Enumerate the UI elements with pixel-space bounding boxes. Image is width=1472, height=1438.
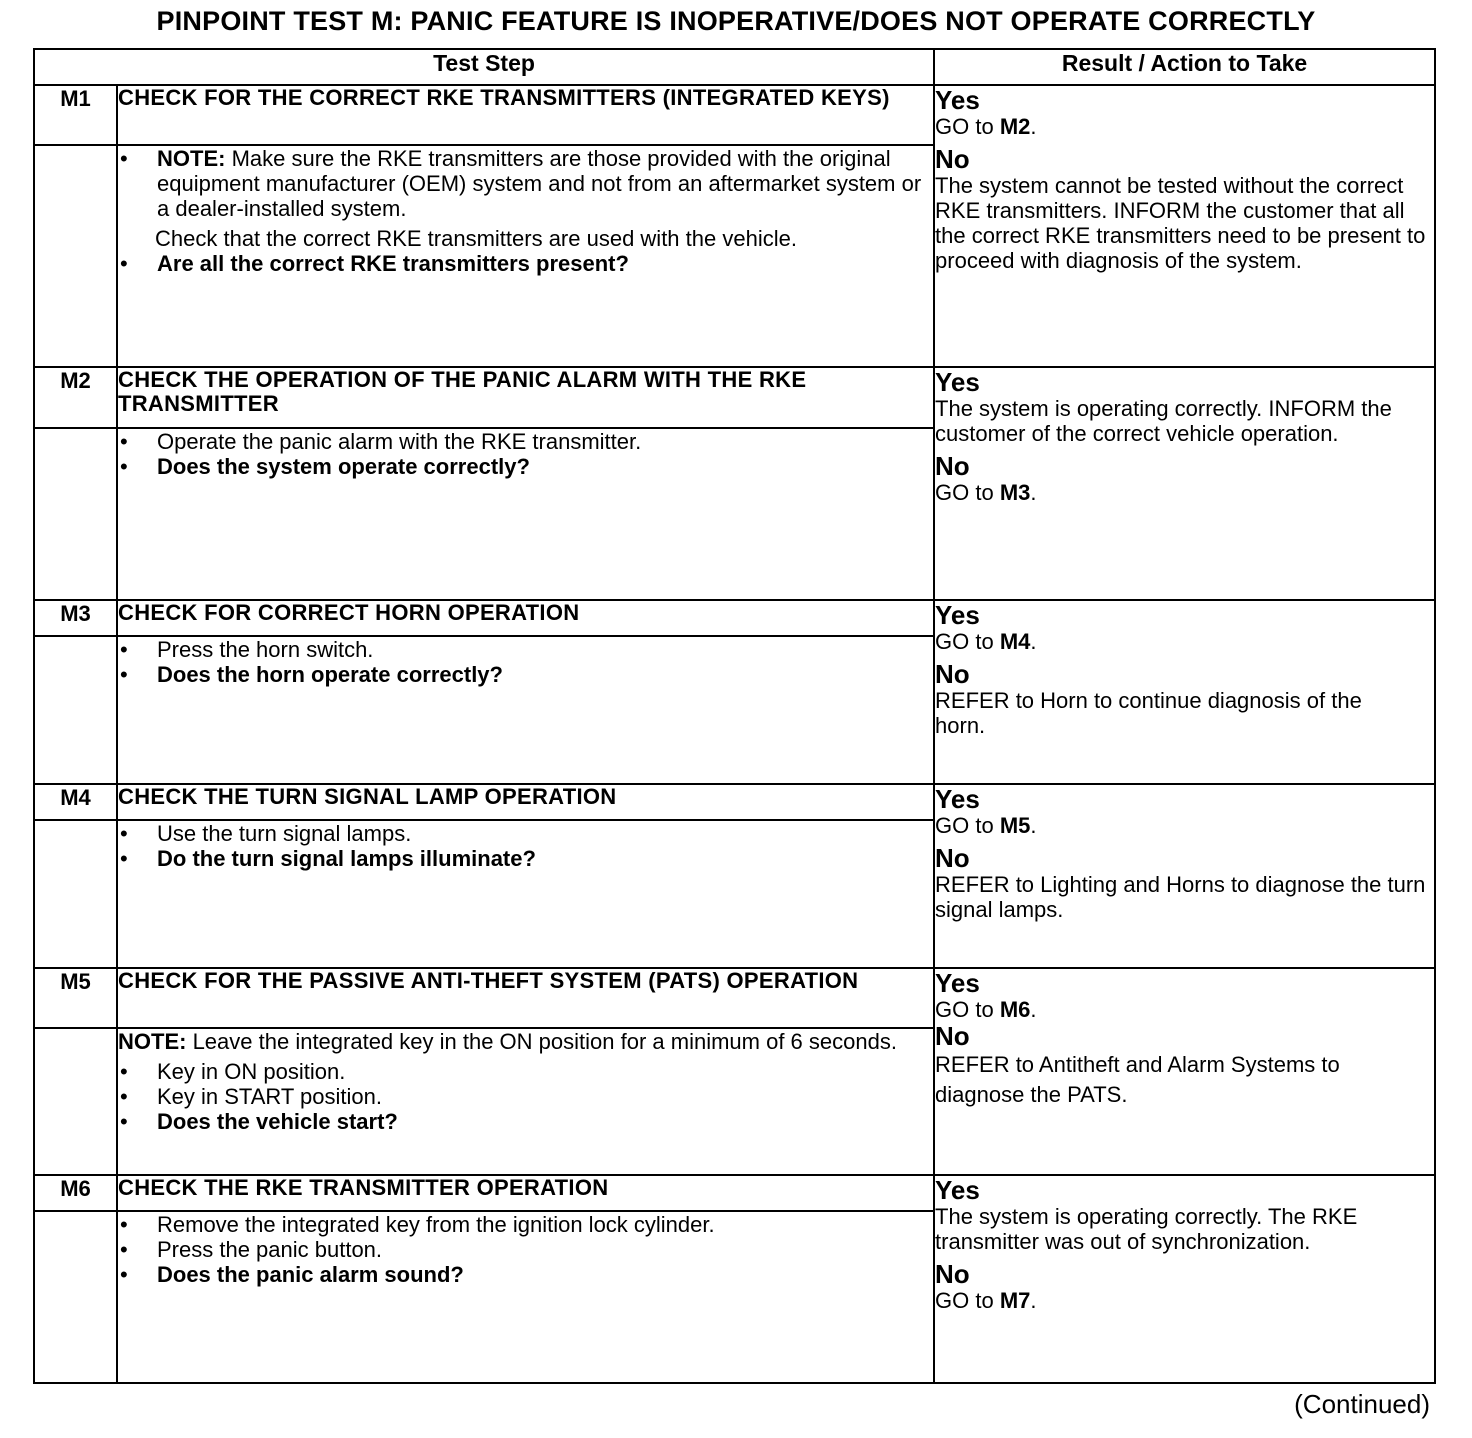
table-header-row bbox=[34, 49, 1435, 85]
no-text: The system cannot be tested without the correct RKE transmitters. INFORM the customer that all the correct RKE transmitters need to be present to proceed with diagnosis of the system. bbox=[935, 173, 1426, 273]
empty-cell bbox=[34, 145, 117, 367]
step-instruction: Press the panic button. bbox=[157, 1237, 383, 1262]
step-title-row bbox=[34, 968, 1435, 1028]
list-item bbox=[118, 1059, 933, 1084]
goto-ref: M4 bbox=[999, 629, 1031, 654]
step-body bbox=[117, 820, 934, 968]
note-paragraph bbox=[118, 1029, 933, 1054]
bullet-icon: • bbox=[120, 1109, 128, 1134]
step-title: CHECK FOR THE PASSIVE ANTI-THEFT SYSTEM (PATS) OPERATION bbox=[117, 968, 934, 1028]
list-item bbox=[118, 146, 933, 221]
list-item bbox=[118, 821, 933, 846]
list-item bbox=[118, 1109, 933, 1134]
punct: . bbox=[1030, 997, 1037, 1022]
empty-cell bbox=[34, 1211, 117, 1383]
step-instruction: Key in ON position. bbox=[157, 1059, 346, 1084]
goto-ref: M2 bbox=[999, 114, 1031, 139]
goto-ref: M5 bbox=[999, 813, 1031, 838]
bullet-icon: • bbox=[120, 637, 128, 662]
note-label: NOTE: bbox=[157, 146, 226, 171]
bullet-icon: • bbox=[120, 1237, 128, 1262]
list-item bbox=[118, 454, 933, 479]
list-item bbox=[118, 1084, 933, 1109]
punct: . bbox=[1030, 114, 1037, 139]
yes-label: Yes bbox=[935, 968, 980, 998]
step-instruction: Key in START position. bbox=[157, 1084, 382, 1109]
list-item bbox=[118, 251, 933, 276]
step-title: CHECK THE TURN SIGNAL LAMP OPERATION bbox=[117, 784, 934, 820]
note-continuation: Check that the correct RKE transmitters are used with the vehicle. bbox=[155, 226, 797, 251]
note-label: NOTE: bbox=[118, 1029, 187, 1054]
step-body bbox=[117, 1211, 934, 1383]
bullet-icon: • bbox=[120, 429, 128, 454]
list-item bbox=[118, 846, 933, 871]
continued-label: (Continued) bbox=[1294, 1389, 1430, 1419]
goto-ref: M3 bbox=[999, 480, 1031, 505]
step-result bbox=[934, 1175, 1435, 1383]
empty-cell bbox=[34, 1028, 117, 1175]
step-result bbox=[934, 968, 1435, 1175]
no-text: GO to bbox=[935, 1288, 1000, 1313]
bullet-icon: • bbox=[120, 1262, 128, 1287]
step-body bbox=[117, 1028, 934, 1175]
empty-cell bbox=[34, 428, 117, 600]
no-text: REFER to Lighting and Horns to diagnose the turn signal lamps. bbox=[935, 872, 1426, 922]
step-question: Does the panic alarm sound? bbox=[157, 1262, 464, 1287]
step-question: Do the turn signal lamps illuminate? bbox=[157, 846, 536, 871]
step-result bbox=[934, 784, 1435, 968]
punct: . bbox=[1030, 480, 1037, 505]
punct: . bbox=[1030, 629, 1037, 654]
yes-text: The system is operating correctly. The RKE transmitter was out of synchronization. bbox=[935, 1204, 1358, 1254]
no-label: No bbox=[935, 659, 970, 689]
bullet-icon: • bbox=[120, 821, 128, 846]
empty-cell bbox=[34, 636, 117, 784]
no-text: REFER to Antitheft and Alarm Systems to diagnose the PATS. bbox=[935, 1052, 1340, 1107]
bullet-icon: • bbox=[120, 1212, 128, 1237]
goto-ref: M7 bbox=[999, 1288, 1031, 1313]
bullet-icon: • bbox=[120, 846, 128, 871]
step-result bbox=[934, 367, 1435, 600]
step-title-row bbox=[34, 784, 1435, 820]
yes-label: Yes bbox=[935, 367, 980, 397]
goto-ref: M6 bbox=[999, 997, 1031, 1022]
step-title: CHECK THE OPERATION OF THE PANIC ALARM WITH THE RKE TRANSMITTER bbox=[117, 367, 934, 428]
step-id: M4 bbox=[34, 784, 117, 820]
step-id: M3 bbox=[34, 600, 117, 636]
step-instruction: Press the horn switch. bbox=[157, 637, 374, 662]
step-title: CHECK FOR THE CORRECT RKE TRANSMITTERS (INTEGRATED KEYS) bbox=[117, 85, 934, 145]
no-text: REFER to Horn to continue diagnosis of the horn. bbox=[935, 688, 1362, 738]
step-id: M5 bbox=[34, 968, 117, 1028]
list-item bbox=[118, 1212, 933, 1237]
no-text: GO to bbox=[935, 480, 1000, 505]
punct: . bbox=[1030, 1288, 1037, 1313]
yes-label: Yes bbox=[935, 1175, 980, 1205]
bullet-icon: • bbox=[120, 662, 128, 687]
step-title-row bbox=[34, 85, 1435, 145]
no-label: No bbox=[935, 144, 970, 174]
step-title-row bbox=[34, 1175, 1435, 1211]
yes-text: GO to bbox=[935, 813, 1000, 838]
yes-text: GO to bbox=[935, 629, 1000, 654]
list-item bbox=[118, 1262, 933, 1287]
note-text: Make sure the RKE transmitters are those provided with the original equipment manufacturer (OEM) system and not from an aftermarket system or a dealer-installed system. bbox=[157, 146, 922, 221]
yes-text: GO to bbox=[935, 114, 1000, 139]
yes-label: Yes bbox=[935, 600, 980, 630]
step-title-row bbox=[34, 367, 1435, 428]
yes-label: Yes bbox=[935, 784, 980, 814]
result-header: Result / Action to Take bbox=[934, 49, 1435, 85]
step-id: M1 bbox=[34, 85, 117, 145]
list-item bbox=[118, 429, 933, 454]
step-question: Are all the correct RKE transmitters present? bbox=[157, 251, 629, 276]
list-item bbox=[118, 662, 933, 687]
yes-label: Yes bbox=[935, 85, 980, 115]
step-title: CHECK THE RKE TRANSMITTER OPERATION bbox=[117, 1175, 934, 1211]
step-question: Does the vehicle start? bbox=[157, 1109, 398, 1134]
yes-text: GO to bbox=[935, 997, 1000, 1022]
step-result bbox=[934, 85, 1435, 367]
list-item bbox=[118, 637, 933, 662]
step-id: M2 bbox=[34, 367, 117, 428]
no-label: No bbox=[935, 843, 970, 873]
no-label: No bbox=[935, 1021, 970, 1051]
page-title: PINPOINT TEST M: PANIC FEATURE IS INOPERATIVE/DOES NOT OPERATE CORRECTLY bbox=[156, 6, 1316, 36]
no-label: No bbox=[935, 451, 970, 481]
step-question: Does the system operate correctly? bbox=[157, 454, 530, 479]
no-label: No bbox=[935, 1259, 970, 1289]
step-title-row bbox=[34, 600, 1435, 636]
step-instruction: Operate the panic alarm with the RKE transmitter. bbox=[157, 429, 642, 454]
bullet-icon: • bbox=[120, 454, 128, 479]
step-body bbox=[117, 145, 934, 367]
bullet-icon: • bbox=[120, 251, 128, 276]
step-question: Does the horn operate correctly? bbox=[157, 662, 503, 687]
step-id: M6 bbox=[34, 1175, 117, 1211]
step-body bbox=[117, 636, 934, 784]
empty-cell bbox=[34, 820, 117, 968]
punct: . bbox=[1030, 813, 1037, 838]
step-title: CHECK FOR CORRECT HORN OPERATION bbox=[117, 600, 934, 636]
step-instruction: Remove the integrated key from the ignition lock cylinder. bbox=[157, 1212, 715, 1237]
bullet-icon: • bbox=[120, 1059, 128, 1084]
list-item bbox=[118, 1237, 933, 1262]
pinpoint-test-table bbox=[33, 48, 1436, 1384]
bullet-icon: • bbox=[120, 1084, 128, 1109]
note-text: Leave the integrated key in the ON position for a minimum of 6 seconds. bbox=[186, 1029, 897, 1054]
step-body bbox=[117, 428, 934, 600]
yes-text: The system is operating correctly. INFORM the customer of the correct vehicle operation. bbox=[935, 396, 1392, 446]
step-instruction: Use the turn signal lamps. bbox=[157, 821, 412, 846]
step-result bbox=[934, 600, 1435, 784]
bullet-icon: • bbox=[120, 146, 128, 171]
test-step-header: Test Step bbox=[34, 49, 934, 85]
